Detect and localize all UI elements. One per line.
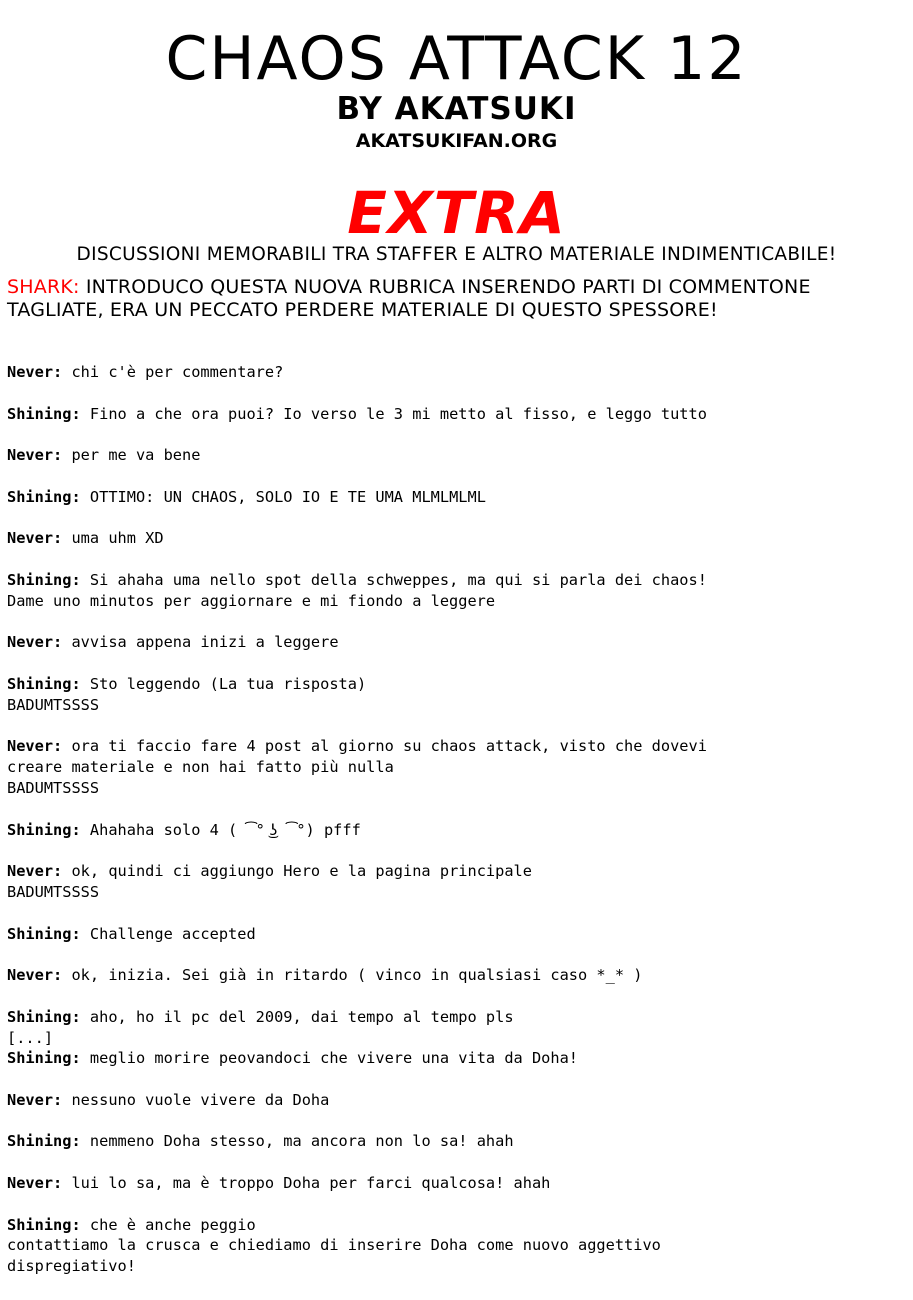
chat-transcript — [7, 362, 907, 1298]
message-text: ok, quindi ci aggiungo Hero e la pagina principale BADUMTSSSS — [7, 862, 532, 901]
site-name: AKATSUKIFAN.ORG — [355, 130, 558, 152]
chat-message — [7, 1090, 907, 1111]
message-speaker: Never: — [7, 1174, 63, 1193]
intro-text: INTRODUCO QUESTA NUOVA RUBRICA INSERENDO PARTI DI COMMENTONE TAGLIATE, ERA UN PECCATO PERDERE MATERIALE DI QUESTO SPESSORE! — [7, 276, 811, 321]
message-text: avvisa appena inizi a leggere — [62, 633, 339, 652]
message-speaker: Shining: — [7, 1049, 81, 1068]
chat-message — [7, 820, 907, 841]
chat-message — [7, 1007, 907, 1049]
chat-message — [7, 924, 907, 945]
chat-message — [7, 965, 907, 986]
message-speaker: Shining: — [7, 404, 81, 423]
chat-message — [7, 632, 907, 653]
chat-message — [7, 1048, 907, 1069]
chat-message — [7, 861, 907, 903]
chat-message — [7, 404, 907, 425]
chat-message — [7, 674, 907, 716]
message-text: aho, ho il pc del 2009, dai tempo al tempo pls [...] — [7, 1007, 514, 1047]
chat-message — [7, 1131, 907, 1152]
chat-message — [7, 570, 907, 612]
message-speaker: Never: — [7, 737, 63, 756]
message-speaker: Never: — [7, 633, 63, 652]
chat-message — [7, 362, 907, 383]
message-text: meglio morire peovandoci che vivere una vita da Doha! — [80, 1049, 579, 1068]
chat-message — [7, 1173, 907, 1194]
message-text: lui lo sa, ma è troppo Doha per farci qualcosa! ahah — [62, 1174, 551, 1193]
message-speaker: Shining: — [7, 820, 81, 839]
chat-message — [7, 445, 907, 466]
chat-message — [7, 528, 907, 549]
chat-message — [7, 736, 907, 798]
message-speaker: Shining: — [7, 924, 81, 943]
chat-message — [7, 1215, 907, 1277]
message-speaker: Never: — [7, 1090, 63, 1109]
intro-speaker: SHARK: — [7, 276, 80, 298]
message-text: ok, inizia. Sei già in ritardo ( vinco in qualsiasi caso *_* ) — [62, 966, 643, 985]
message-speaker: Shining: — [7, 487, 81, 506]
message-speaker: Shining: — [7, 1007, 81, 1026]
message-text: Fino a che ora puoi? Io verso le 3 mi metto al fisso, e leggo tutto — [80, 404, 707, 423]
intro-paragraph — [0, 266, 913, 322]
message-speaker: Shining: — [7, 1215, 81, 1234]
message-text: per me va bene — [62, 446, 201, 465]
message-text: ora ti faccio fare 4 post al giorno su chaos attack, visto che dovevi creare materiale e non hai fatto più nulla BADUMTSSSS — [7, 737, 707, 797]
document-header — [0, 0, 913, 266]
message-speaker: Never: — [7, 862, 63, 881]
message-speaker: Shining: — [7, 1132, 81, 1151]
message-text: OTTIMO: UN CHAOS, SOLO IO E TE UMA MLMLMLML — [80, 487, 486, 506]
message-speaker: Never: — [7, 529, 63, 548]
section-subtitle: DISCUSSIONI MEMORABILI TRA STAFFER E ALTRO MATERIALE INDIMENTICABILE! — [76, 244, 837, 265]
message-text: Sto leggendo (La tua risposta) BADUMTSSSS — [7, 674, 367, 714]
message-speaker: Never: — [7, 363, 63, 381]
message-text: Si ahaha uma nello spot della schweppes, ma qui si parla dei chaos! Dame uno minutos per aggiornare e mi fiondo a leggere — [7, 570, 707, 610]
message-text: uma uhm XD — [62, 529, 164, 548]
message-text: chi c'è per commentare? — [62, 363, 284, 381]
message-text: Ahahaha solo 4 ( ͡° ͜ʖ ͡°) pfff — [80, 820, 361, 839]
section-title: EXTRA — [347, 179, 566, 247]
message-text: nemmeno Doha stesso, ma ancora non lo sa! ahah — [80, 1132, 514, 1151]
message-text: Challenge accepted — [80, 924, 256, 943]
message-text: che è anche peggio contattiamo la crusca e chiediamo di inserire Doha come nuovo aggettivo dispregiativo! — [7, 1215, 661, 1276]
message-speaker: Never: — [7, 446, 63, 465]
author-byline: BY AKATSUKI — [336, 91, 577, 127]
chat-message — [7, 487, 907, 508]
message-text: nessuno vuole vivere da Doha — [62, 1090, 330, 1109]
document-title: CHAOS ATTACK 12 — [165, 24, 748, 94]
message-speaker: Shining: — [7, 674, 81, 693]
message-speaker: Never: — [7, 966, 63, 985]
message-speaker: Shining: — [7, 570, 81, 589]
